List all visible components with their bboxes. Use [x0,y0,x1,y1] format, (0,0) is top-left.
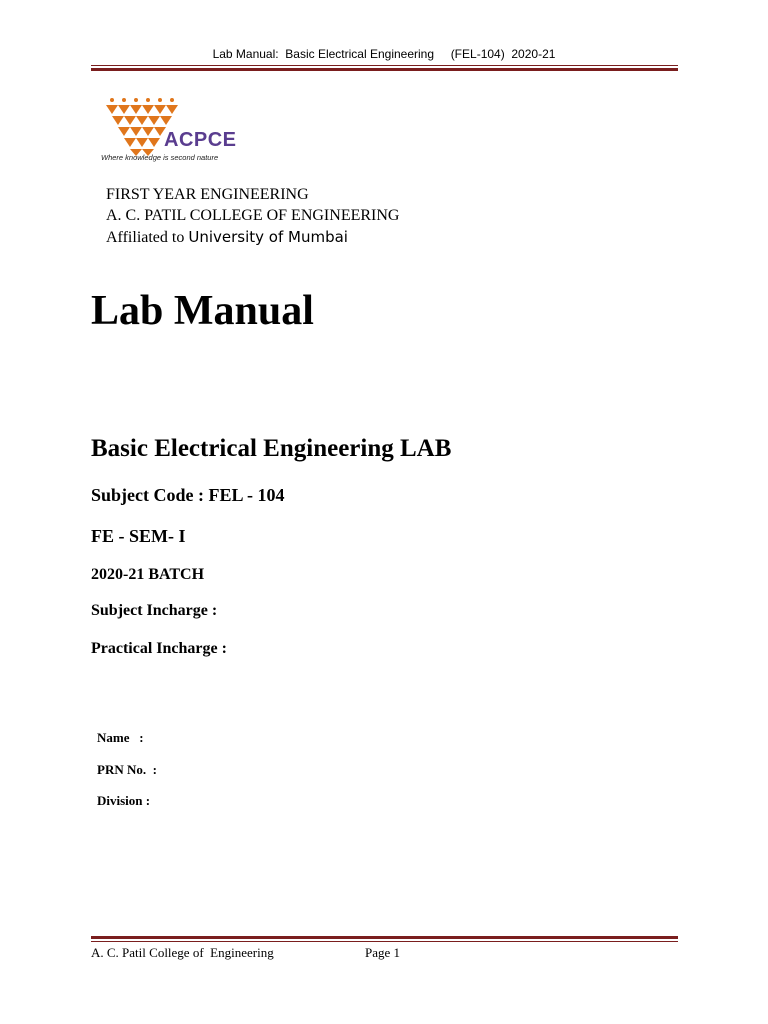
college-name: A. C. PATIL COLLEGE OF ENGINEERING [106,207,400,224]
subject-title: Basic Electrical Engineering LAB [91,435,452,462]
student-name-label: Name : [97,730,144,745]
student-prn-label: PRN No. : [97,762,157,777]
subject-incharge: Subject Incharge : [91,602,218,619]
footer-college: A. C. Patil College of Engineering [91,945,274,960]
header-rule-thick [91,68,678,71]
page-number: Page 1 [365,945,401,960]
year-line: FIRST YEAR ENGINEERING [106,186,309,203]
logo-tagline: Where knowledge is second nature [101,153,219,162]
header-rule-thin [91,65,678,66]
subject-code: Subject Code : FEL - 104 [91,485,285,505]
page-title: Lab Manual [91,288,314,334]
student-division-label: Division : [97,793,151,808]
batch: 2020-21 BATCH [91,566,205,583]
footer-rule-thin [91,941,678,942]
practical-incharge: Practical Incharge : [91,640,227,657]
affiliation-line [106,228,348,247]
footer-rule-thick [91,936,678,939]
logo-brand-text: ACPCE [164,129,237,151]
running-header: Lab Manual: Basic Electrical Engineering (FEL-104) 2020-21 [212,47,556,61]
university-name: University of Mumbai [188,228,348,246]
affiliation-prefix: Affiliated to [106,229,189,246]
semester: FE - SEM- I [91,526,186,546]
